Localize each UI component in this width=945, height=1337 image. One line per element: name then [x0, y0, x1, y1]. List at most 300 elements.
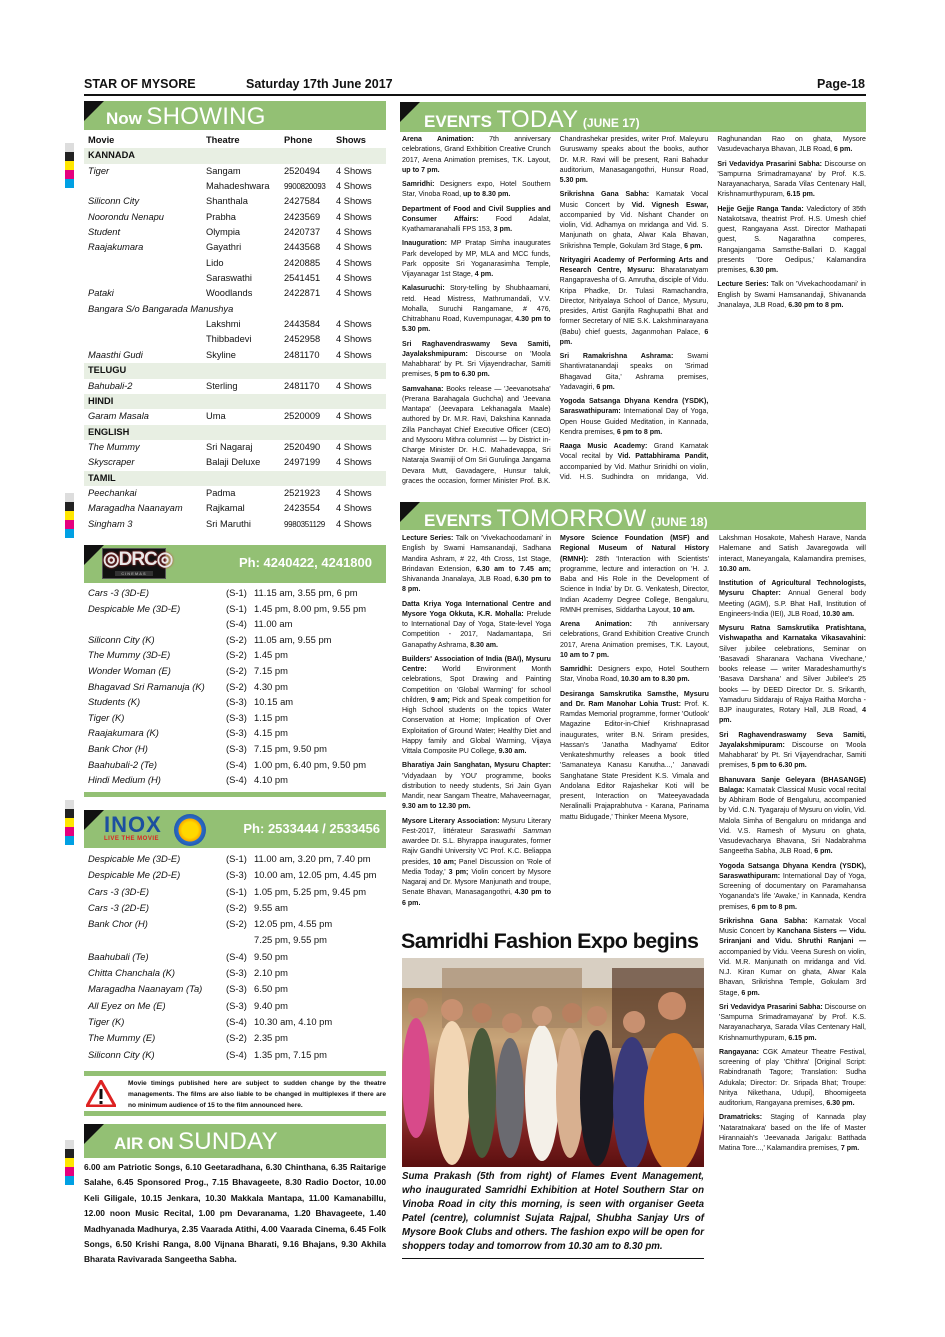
schedule-row	[84, 916, 386, 932]
event-item	[402, 180, 551, 201]
event-text: Karnatak Classical Music vocal recital by Abhiram Bode of Bengaluru, accompanied by Vid. C.N. Tyagaraju of Mysuru on violin, Vid. Malola Simha of Bengaluru on mridanga and Vid. V.S. Ramesh of Mysuru on ghata, Vasudevacharya Bhavana, Sri Nadabrahma Sangeetha Sabha, JLB Road,	[719, 786, 866, 856]
movie-title: Chitta Chanchala (K)	[88, 967, 176, 979]
event-emphasis: Mysuru Ratna Samskrutika Pratishtana, Vishwapatha and Karnataka Vikasavahini:	[719, 625, 866, 643]
table-row	[84, 409, 386, 424]
event-emphasis: Sri Vedavidya Prasarini Sabha:	[719, 1003, 823, 1011]
theatre-name: Sri Nagaraj	[206, 441, 253, 452]
event-emphasis: up to 8.30 pm.	[463, 191, 511, 199]
page-number: Page-18	[817, 77, 865, 91]
movie-title: Maragadha Naanayam	[88, 503, 183, 514]
theatre-name: Sterling	[206, 380, 238, 391]
show-count: 4 Shows	[336, 334, 372, 345]
theatre-name: Balaji Deluxe	[206, 457, 261, 468]
theatre-name: Olympia	[206, 227, 241, 238]
event-emphasis: 3 pm.	[493, 226, 513, 233]
show-times: 1.45 pm	[254, 649, 288, 661]
show-count: 4 Shows	[336, 487, 372, 498]
schedule-row	[84, 585, 386, 601]
theatre-phone: 9980351129	[284, 519, 325, 529]
screen-number: (S-3)	[226, 711, 247, 723]
table-row	[84, 256, 386, 271]
event-text: accompanied by Vid. Nishant Chander on violin, Vid. Adhamya on mridanga and Vid. S. Manjunath on ghata, Alwar Kala Bhavan, Srikrishna Temple, Gokulam 3rd Stage,	[559, 211, 709, 250]
event-text: Prelude to International Day of Yoga, State-level Yoga Competition - 2017, Nadamantapa, Sri Ganapathy Ashrama,	[402, 610, 551, 649]
movie-title: Hindi Medium (H)	[88, 774, 161, 786]
show-count: 4 Shows	[336, 242, 372, 253]
table-row	[84, 332, 386, 347]
screen-number: (S-2)	[226, 901, 247, 913]
event-item	[719, 917, 866, 999]
event-emphasis: Srikrishna Gana Sabha:	[719, 917, 808, 925]
theatre-phone: 2520009	[284, 411, 321, 422]
event-emphasis: 4 pm.	[474, 271, 494, 278]
theatre-name: Lakshmi	[206, 319, 241, 330]
event-item	[717, 205, 866, 277]
table-row	[84, 379, 386, 394]
event-item	[719, 1048, 866, 1110]
movie-title: Tiger (K)	[88, 1015, 125, 1027]
show-count: 4 Shows	[336, 457, 372, 468]
movie-title: Baahubali (Te)	[88, 950, 149, 962]
event-emphasis: 6.15 pm.	[788, 1034, 817, 1042]
column-header: Shows	[336, 135, 366, 145]
schedule-row	[84, 884, 386, 900]
theatre-phone: 2427584	[284, 196, 321, 207]
show-times: 7.15 pm	[254, 664, 288, 676]
event-item	[719, 624, 866, 727]
schedule-row	[84, 694, 386, 710]
schedule-row	[84, 725, 386, 741]
screen-number: (S-2)	[226, 633, 247, 645]
event-text: Grand Karnatak Vocal recital by	[559, 443, 709, 461]
show-times: 9.55 am	[254, 901, 288, 913]
screen-number: (S-2)	[226, 664, 247, 676]
event-item	[560, 690, 709, 823]
divider-bar	[84, 792, 386, 797]
issue-date: Saturday 17th June 2017	[246, 77, 393, 91]
show-count: 4 Shows	[336, 165, 372, 176]
movie-title: Tiger (K)	[88, 711, 125, 723]
drc-schedule	[84, 585, 386, 788]
event-emphasis: 6.30 pm.	[826, 1100, 855, 1107]
movie-title: Bahubali-2	[88, 380, 133, 391]
table-row	[84, 501, 386, 516]
event-emphasis: 4.30 pm to 6 pm.	[402, 889, 552, 907]
drc-banner	[84, 545, 386, 583]
theatre-phone: 2423554	[284, 503, 321, 514]
table-row	[84, 440, 386, 455]
event-emphasis: 9 am;	[431, 696, 450, 704]
event-emphasis: Samridhi:	[560, 666, 593, 673]
event-text: accompanied by Vid. Mathur Srinidhi on violin, Vid. H.S. Sudhindra on mridanga, Vid. Raghunandan Rao on ghata, Mysore Vasudevacharya Bhavan, JLB Road,	[559, 136, 866, 481]
show-times: 6.50 pm	[254, 983, 288, 995]
event-text: CGK Amateur Theatre Festival, screening of play 'Chithra' [Original Script: Rabindranath Tagore; Translation: Sudha Adukala; Director: Dr. Sripada Bhat; Troupe: Nritya Nikethana, Udupi], Bhoomigeeta auditorium, Rangayana premises,	[719, 1048, 866, 1107]
event-item	[402, 600, 551, 651]
event-item	[402, 655, 551, 758]
theatre-phone: 2420737	[284, 227, 321, 238]
movie-title: Skyscraper	[88, 457, 135, 468]
show-times: 1.00 pm, 6.40 pm, 9.50 pm	[254, 758, 367, 770]
air-banner: AIR ON SUNDAY	[84, 1124, 386, 1158]
event-emphasis: 6 pm to 8 pm.	[616, 428, 663, 436]
show-times: 1.15 pm	[254, 711, 288, 723]
event-emphasis: 10.30 am.	[719, 565, 751, 573]
event-text: Talk on 'Vivekachoodamani' in English by Swami Hamsanandaji, Shivananda Jnanalaya, JLB Road,	[717, 281, 866, 309]
warning-icon	[86, 1080, 116, 1107]
event-text: Designers expo, Hotel Southern Star, Vinoba Road,	[560, 666, 709, 684]
theatre-phone: 2443568	[284, 242, 321, 253]
show-times: 4.10 pm	[254, 774, 288, 786]
banner-title-small: Now	[106, 109, 142, 128]
table-row	[84, 317, 386, 332]
event-item	[402, 205, 551, 236]
show-times: 10.15 am	[254, 696, 294, 708]
show-count: 4 Shows	[336, 518, 372, 529]
event-text: awardee Dr. S.L. Bhyrappa inaugurates, former Rajiv Gandhi University VC Prof. K.C. Beliappa presides,	[402, 838, 551, 866]
schedule-row	[84, 949, 386, 965]
show-times: 11.00 am, 3.20 pm, 7.40 pm	[254, 853, 371, 864]
newspaper-name: STAR OF MYSORE	[84, 77, 196, 91]
event-text: MP Pratap Simha inaugurates Park developed by MP, MLA and MCC funds, Park opposite Sri Yoganarasimha Temple, Vijayanagar 1st Stage,	[402, 240, 551, 278]
event-text: Lakshman Hosakote, Mahesh Harave, Nanda Halemane and Satish Javaregowda will interact, Maneyangala, Kalamandira premises,	[719, 535, 866, 563]
event-emphasis: 6 pm.	[833, 146, 853, 154]
event-text: Staging of Kannada play 'Nataratnakara' based on the life of Master Hirannaiah's 'Jeevanada Jarigalu: Batthada Matina Tore...,' Kalamandira premises,	[719, 1114, 866, 1152]
event-emphasis: 7 pm.	[840, 1145, 860, 1152]
theatre-phone: 2481170	[284, 349, 320, 360]
screen-number: (S-4)	[226, 774, 247, 786]
event-emphasis: Samridhi:	[402, 181, 435, 188]
event-emphasis: Mysore Literary Association:	[402, 817, 500, 825]
event-emphasis: 10 am;	[433, 858, 457, 866]
event-item	[719, 1113, 866, 1154]
screen-number: (S-3)	[226, 999, 247, 1011]
show-times: 9.40 pm	[254, 999, 288, 1011]
screen-number: (S-4)	[226, 758, 247, 770]
event-text: Violin concert by Mysore Nagaraj and Dr. Mysore Manjunath and troupe, Senate Bhavan, Manasagangothri,	[402, 868, 552, 897]
event-emphasis: Yogoda Satsanga Dhyana Kendra (YSDK), Saraswathipuram:	[559, 398, 709, 416]
event-item	[402, 817, 551, 909]
theatre-name: Thibbadevi	[206, 334, 252, 345]
event-text: Designers expo, Hotel Southern Star, Vinoba Road,	[402, 181, 551, 199]
event-emphasis: Vid. Vignesh Eswar,	[631, 201, 709, 209]
show-times: 12.05 pm, 4.55 pm	[254, 918, 333, 930]
event-text: Karnatak Vocal Music Concert by	[719, 917, 866, 935]
show-times: 7.15 pm, 9.50 pm	[254, 742, 327, 754]
event-emphasis: Arena Animation:	[560, 621, 632, 628]
language-heading: KANNADA	[84, 148, 386, 163]
event-text: Silver jubilee celebrations, Seminar on 'Basavadi Sharanara Vachana Vivechane,' books release — writer Maradeshamurthy's 'Basava Darshana' and Silver Jubilee's 25 books — by DEED Director Dr. S. Srikanth, Yamaduru Siddaraju of Rajya Raitha Morcha - BJP inaugurates, Rotary Hall, JLB Road,	[719, 645, 866, 714]
show-count: 4 Shows	[336, 211, 372, 222]
screen-number: (S-3)	[226, 967, 247, 979]
movie-title: Raajakumara	[88, 242, 144, 253]
movie-title: Maasthi Gudi	[88, 349, 143, 360]
event-emphasis: 9.30 am.	[498, 748, 527, 755]
event-text: accompanied by Vidu. Veena Suresh on violin, Vid. M.R. Manjunath on mridanga and Vid. N.J. Kiran Kumar on ghata, Alwar Kala Bhavan, Srikrishna Temple, Gokulam 3rd Stage,	[719, 948, 866, 997]
theatre-name: Rajkamal	[206, 503, 245, 514]
column-header: Phone	[284, 135, 313, 145]
table-row	[84, 194, 386, 209]
event-emphasis: up to 7 pm.	[402, 166, 440, 174]
movie-title: Raajakumara (K)	[88, 727, 159, 739]
event-emphasis: Lecture Series:	[717, 281, 769, 289]
screen-number: (S-2)	[226, 918, 247, 930]
movie-title: The Mummy (E)	[88, 1032, 156, 1044]
event-text: International Day of Yoga, Screening of documentary on Paramahansa Yogananda's life 'Awake,' in Kannada, Kendra premises,	[719, 872, 866, 911]
show-count: 4 Shows	[336, 181, 372, 192]
movie-title: The Mummy	[88, 441, 140, 452]
screen-number: (S-1)	[226, 885, 247, 897]
event-text: Karnatak Vocal Music Concert by	[559, 191, 709, 209]
event-emphasis: 10.30 am.	[822, 610, 855, 618]
theatre-name: Mahadeshwara	[206, 181, 270, 192]
show-count: 4 Shows	[336, 380, 372, 391]
event-item	[719, 862, 866, 913]
event-emphasis: 3 pm;	[448, 868, 469, 876]
event-emphasis: 6 pm to 8 pm.	[751, 903, 797, 911]
event-emphasis: 4.30 pm to 5.30 pm.	[402, 316, 551, 334]
event-emphasis: Raaga Music Academy:	[559, 443, 648, 450]
screen-number: (S-4)	[226, 618, 247, 630]
event-emphasis: Datta Kriya Yoga International Centre and Mysore Yoga Okkuta, K.R. Mohalla:	[402, 600, 551, 618]
event-text: Discourse on 'Sampurna Srimadramayana' by Prof. K.S. Narayanacharya, Sarada Vilas Centenary Hall, Krishnamurthypuram,	[719, 1003, 867, 1042]
theatre-phone: 2521923	[284, 487, 321, 498]
color-registration-marks	[65, 143, 74, 188]
event-item	[560, 352, 709, 393]
theatre-name: Sri Maruthi	[206, 518, 251, 529]
theatre-phone: 2520490	[284, 441, 321, 452]
event-text: Talk on 'Vivekachoodamani' in English by Swami Hamsanandaji, Sadhana Mandira Ashram, # 22, 4th Cross, 1st Stage, Brindavan Extension,	[402, 535, 551, 573]
event-emphasis: Bhanuvara Sanje Geleyara (BHASANGE) Balaga:	[719, 776, 866, 794]
event-emphasis: Nrityagiri Academy of Performing Arts and Research Centre, Mysuru:	[559, 256, 709, 274]
inox-banner	[84, 810, 386, 848]
event-item	[560, 620, 709, 661]
feature-headline: Samridhi Fashion Expo begins	[401, 929, 699, 953]
now-showing-banner	[84, 101, 386, 130]
event-emphasis: 10 am to 7 pm.	[560, 651, 609, 659]
event-text: International Day of Yoga, Open House Guided Meditation, in Kannada, Kendra premises,	[559, 408, 709, 436]
show-times: 2.10 pm	[254, 967, 288, 979]
event-emphasis: Kanchana Sisters — Vidu. Sriranjani and Vidu. Shruthi Ranjani —	[719, 928, 866, 946]
theatre-phone: 2520494	[284, 165, 321, 176]
event-text: World Environment Month celebrations, Spot Drawing and Painting Competition on 'Global Warming' for school children,	[402, 666, 551, 704]
show-times: 1.05 pm, 5.25 pm, 9.45 pm	[254, 885, 367, 897]
table-row	[84, 348, 386, 363]
event-text: 7th anniversary celebrations, Grand Exhibition Creative Crunch 2017, Arena Animation premises, T.K. Layout,	[402, 136, 551, 164]
theatre-name: Lido	[206, 257, 224, 268]
movie-title: Singham 3	[88, 518, 133, 529]
theatre-phone: 2443584	[284, 319, 321, 330]
movie-title: Despicable Me (2D-E)	[88, 869, 181, 881]
event-item	[719, 731, 866, 772]
event-emphasis: 5 pm to 6.30 pm.	[434, 371, 490, 379]
language-heading: ENGLISH	[84, 425, 386, 440]
show-count: 4 Shows	[336, 411, 372, 422]
schedule-row	[84, 632, 386, 648]
events-tomorrow-list-continued	[719, 534, 866, 1264]
divider-bar	[84, 1071, 386, 1076]
table-row	[84, 271, 386, 286]
event-text: Bharatanatyam Rangapravesha of G. Amrutha, disciple of Vidu. Kripa Phadke, Dr. Tulasi Ramachandra, Director, Nrityalaya School of Dance, Mysuru, presides, Artist Ganjifa Raghupathi Bhat and former Secretary of NIE S.K. Lakshminarayana (Babu) chief guests, Jaganmohan Palace,	[559, 267, 709, 336]
schedule-row	[84, 851, 386, 867]
header-rule	[84, 94, 866, 96]
table-row	[84, 240, 386, 255]
event-item	[560, 534, 709, 616]
event-emphasis: 6 pm.	[596, 383, 615, 391]
event-text: Panel Discussion on 'Role of Media Today,'	[402, 858, 551, 876]
table-row	[84, 486, 386, 501]
fashion-expo-photo	[402, 958, 704, 1167]
screen-number: (S-1)	[226, 587, 247, 598]
schedule-row	[84, 900, 386, 916]
schedule-row	[84, 601, 386, 617]
theatre-name: Skyline	[206, 349, 236, 360]
movie-title: All Eyez on Me (E)	[88, 999, 166, 1011]
event-emphasis: Institution of Agricultural Technologists, Mysuru Chapter:	[719, 580, 866, 598]
event-emphasis: Department of Food and Civil Supplies and Consumer Affairs:	[402, 205, 551, 223]
event-item	[560, 665, 709, 686]
schedule-row	[84, 710, 386, 726]
event-emphasis: 6.30 pm.	[749, 267, 779, 274]
photo-caption: Suma Prakash (5th from right) of Flames Event Management, who inaugurated Samridhi Exhibition at Hotel Southern Star on Vinoba Road in city this morning, is seen with organiser Geeta Patel (centre), columnist Sujata Rajpal, Shubha Sanjay Urs of Mysore Book Clubs and others. The fashion expo will be open for shoppers today and tomorrow from 10.30 am to 8.30 pm.	[402, 1171, 704, 1252]
event-emphasis: Mysore Science Foundation (MSF) and Regional Museum of Natural History (RMNH):	[560, 535, 709, 563]
table-row	[84, 302, 386, 317]
inox-phone: Ph: 2533444 / 2533456	[243, 821, 380, 836]
show-times: 10.30 am, 4.10 pm	[254, 1015, 333, 1027]
event-emphasis: Srikrishna Gana Sabha:	[559, 191, 650, 199]
event-text: Saraswathi Samman	[480, 827, 551, 835]
event-text: Swami Shantivratanandaji speaks on 'Srimad Bhagavad Gita,' Ashrama premises, Yadavagiri,	[559, 353, 709, 391]
events-today-banner: EVENTS TODAY (JUNE 17)	[400, 102, 866, 132]
event-emphasis: 10 am.	[672, 606, 695, 614]
theatre-name: Prabha	[206, 211, 236, 222]
inox-logo: INOX LIVE THE MOVIE	[104, 814, 214, 846]
show-count: 4 Shows	[336, 319, 372, 330]
screen-number: (S-2)	[226, 1032, 247, 1044]
show-count: 4 Shows	[336, 503, 372, 514]
schedule-row	[84, 679, 386, 695]
show-count: 4 Shows	[336, 227, 372, 238]
schedule-row	[84, 741, 386, 757]
theatre-name: Uma	[206, 411, 226, 422]
event-item	[719, 534, 866, 575]
show-count: 4 Shows	[336, 349, 372, 360]
screen-number: (S-2)	[226, 680, 247, 692]
theatre-phone: 2481170	[284, 380, 320, 391]
event-item	[560, 190, 709, 252]
language-heading: TELUGU	[84, 363, 386, 378]
movie-title: The Mummy (3D-E)	[88, 649, 171, 661]
event-emphasis: Bharatiya Jain Sanghatan, Mysuru Chapter:	[402, 762, 551, 770]
event-emphasis: Inauguration:	[402, 240, 448, 248]
timings-disclaimer: Movie timings published here are subject to sudden change by the theatre managements. The films are also liable to be changed in multiplexes if there are no minimum audience of 15 to the film announced here.	[128, 1080, 386, 1109]
show-times: 4.30 pm	[254, 680, 288, 692]
show-count: 4 Shows	[336, 196, 372, 207]
column-header: Theatre	[206, 135, 240, 145]
event-emphasis: Sri Raghavendraswamy Seva Samiti, Jayalakshmipuram:	[719, 731, 866, 749]
theatre-phone: 2423569	[284, 211, 321, 222]
event-item	[717, 160, 866, 201]
event-text: Mysuru Literary Fest-2017, littérateur	[402, 817, 552, 835]
event-item	[402, 340, 551, 381]
movie-title: Bank Chor (H)	[88, 742, 148, 754]
event-text: Discourse on 'Sampurna Srimadramayana' by Prof. K.S. Narayanacharya, Sarada Vilas Centenary Hall, Krishnamurthypuram,	[717, 160, 866, 199]
movie-title: Baahubali-2 (Te)	[88, 758, 157, 770]
show-count: 4 Shows	[336, 257, 372, 268]
air-schedule: 6.00 am Patriotic Songs, 6.10 Geetaradhana, 6.30 Chinthana, 6.35 Raitarige Salahe, 6.45 Sponsored Prog., 7.15 Bhavageete, 8.30 Radio Doctor, 10.00 Keli Giligale, 10.15 Jenkara, 10.30 Makkala Mantapa, 11.00 Kamanabillu, 12.00 noon Music Recital, 1.00 pm Devaranama, 1.20 Bhavageete, 1.40 Madhyanada Madhurya, 2.35 Vaarada Atithi, 4.00 Vaarada Cinema, 6.45 Folk Songs, 6.50 Krishi Ranga, 8.00 Vijnana Bharati, 9.16 Bhajans, 9.30 Akhila Bharata Ravivarada Sangeetha Sabha.	[84, 1162, 386, 1265]
schedule-row	[84, 932, 386, 948]
event-emphasis: Samvahana:	[402, 385, 444, 393]
event-emphasis: 5.30 pm.	[559, 177, 588, 184]
show-times: 11.15 am, 3.55 pm, 6 pm	[254, 587, 358, 598]
caption-rule	[402, 1258, 704, 1259]
event-emphasis: 6.15 pm.	[786, 191, 815, 199]
event-item	[719, 776, 866, 858]
theatre-phone: 2420885	[284, 257, 321, 268]
show-times: 1.45 pm, 8.00 pm, 9.55 pm	[254, 602, 367, 614]
event-emphasis: 8.30 am.	[470, 641, 498, 649]
event-emphasis: 6 pm.	[684, 242, 703, 250]
show-times: 7.25 pm, 9.55 pm	[254, 934, 327, 946]
screen-number: (S-2)	[226, 649, 247, 661]
event-emphasis: 6 pm.	[559, 328, 709, 346]
show-times: 2.35 pm	[254, 1032, 288, 1044]
theatre-name: Gayathri	[206, 242, 242, 253]
screen-number: (S-3)	[226, 727, 247, 739]
theatre-name: Shanthala	[206, 196, 248, 207]
movie-title: Siliconn City (K)	[88, 633, 155, 645]
now-showing-table	[84, 133, 386, 532]
show-times: 11.05 am, 9.55 pm	[254, 633, 332, 645]
event-emphasis: Arena Animation:	[402, 136, 474, 143]
event-item	[719, 579, 866, 620]
show-times: 4.15 pm	[254, 727, 288, 739]
theatre-phone: 2497199	[284, 457, 321, 468]
movie-title: Cars -3 (2D-E)	[88, 901, 149, 913]
banner-title-big: SHOWING	[146, 103, 266, 130]
event-emphasis: 6.30 am to 7.45 am;	[475, 565, 551, 573]
event-text: 'Vidyadaan by YOU' programme, books distribution to needy students, Sri Jain Gyan Mandir, near Sangam Theatre, Mahaveernagar,	[402, 772, 551, 800]
event-emphasis: Sri Raghavendraswamy Seva Samiti, Jayalakshmipuram:	[402, 340, 551, 358]
table-row	[84, 286, 386, 301]
movie-title: Noorondu Nenapu	[88, 211, 164, 222]
screen-number: (S-4)	[226, 1015, 247, 1027]
event-emphasis: 5 pm to 6.30 pm.	[751, 762, 807, 770]
show-count: 4 Shows	[336, 288, 372, 299]
schedule-row	[84, 1030, 386, 1046]
event-emphasis: Lecture Series:	[402, 535, 454, 542]
show-times: 11.00 am	[254, 618, 293, 630]
column-header: Movie	[88, 135, 115, 145]
screen-number: (S-3)	[226, 983, 247, 995]
event-text: Discourse on 'Moola Mahabharat' by Pt. Sri Vijayendrachar, Samiti premises,	[402, 350, 551, 379]
movie-title: Siliconn City	[88, 196, 140, 207]
event-text: Books release — 'Jeevanotsaha' (Prerana Barahagala Guchcha) and 'Jeevana Mantapa' (Jeevapara Lekhanagala Maale) authored by Dr. M.R. Ravi, Dakshina Kannada Zilla Panchayat Chief Executive Officer (CEO) and Mysooru Mithra columnist — by District in-Charge Minister Dr. H.C. Mahadevappa, Sri Nataraja Swamiji of Om Sri Gurulinga Jangama Devara Mutt, Gavadagere, Hunsur taluk, graces the occasion, former Minister Prof. B.K. Chandrashekar presides, writer Prof. Maleyuru Guruswamy speaks about the books, author Dr. M.R. Ravi will be present, Rani Bahadur auditorium, Manasagangothri, Hunsur Road,	[402, 136, 709, 485]
movie-title: Students (K)	[88, 696, 141, 708]
event-emphasis: Desiranga Samskrutika Samsthe, Mysuru and Dr. Ram Manohar Lohia Trust:	[560, 690, 709, 708]
event-text: Food Adalat, Kyathamaranahalli FPS 153,	[402, 215, 551, 233]
event-emphasis: Rangayana:	[719, 1048, 759, 1056]
table-row	[84, 164, 386, 179]
event-emphasis: Yogoda Satsanga Dhyana Kendra (YSDK), Saraswathipuram:	[719, 862, 866, 880]
color-registration-marks	[65, 493, 74, 538]
show-times: 1.35 pm, 7.15 pm	[254, 1048, 327, 1060]
theatre-name: Saraswathi	[206, 273, 252, 284]
show-count: 4 Shows	[336, 273, 372, 284]
movie-title: Pataki	[88, 288, 114, 299]
screen-number: (S-4)	[226, 950, 247, 962]
event-item	[402, 761, 551, 812]
screen-number: (S-1)	[226, 853, 247, 864]
movie-title: Peechankai	[88, 487, 137, 498]
